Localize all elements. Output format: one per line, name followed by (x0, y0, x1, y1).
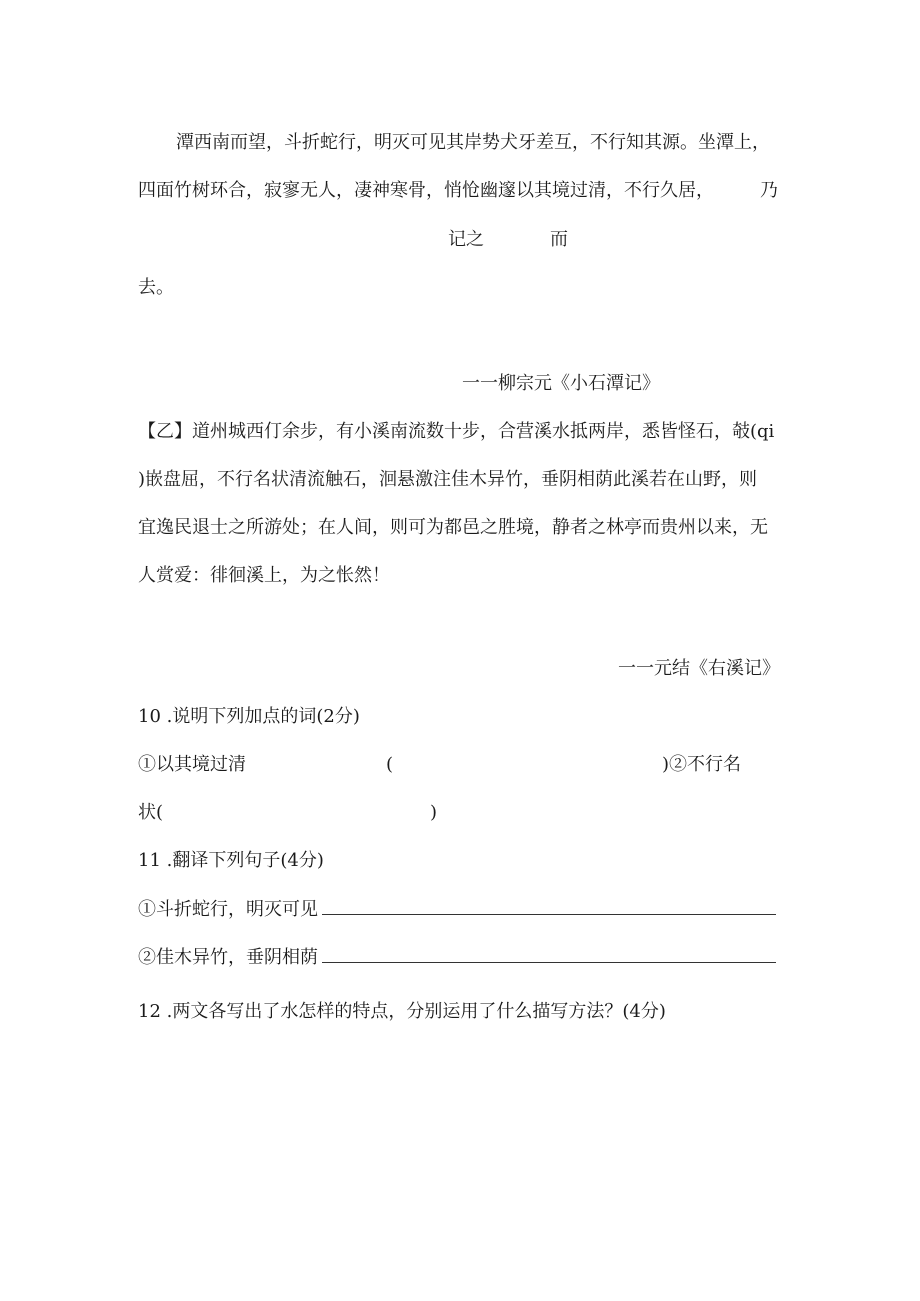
question-11: 11 .翻译下列句子(4分) (138, 850, 324, 871)
passage-yi-line-3: 宜逸民退士之所游处；在人间，则可为都邑之胜境，静者之林亭而贵州以来，无 (138, 517, 768, 538)
passage-jia-line-2-end: 乃 (760, 180, 778, 201)
passage-yi-attribution: 一一元结《右溪记》 (618, 658, 780, 679)
question-11-item-1 (138, 898, 318, 922)
passage-yi-line-4: 人赏爱：徘徊溪上，为之怅然！ (138, 565, 390, 586)
passage-jia-line-3a: 记之 (448, 229, 484, 250)
question-11-item-2-text: ②佳木异竹，垂阴相荫 (138, 947, 318, 968)
question-10-open-paren-1: ( (386, 754, 394, 775)
passage-jia-line-3b: 而 (550, 229, 568, 250)
passage-yi-line-2: )嵌盘屈，不行名状清流触石，洄悬激注佳木异竹，垂阴相荫此溪若在山野，则 (138, 469, 758, 490)
passage-jia-line-4: 去。 (138, 277, 174, 298)
question-10-close-paren-1: )②不行名 (662, 754, 742, 775)
question-11-item-1-text: ①斗折蛇行，明灭可见 (138, 899, 318, 920)
passage-jia-line-1: 潭西南而望，斗折蛇行，明灭可见其岸势犬牙差互，不行知其源。坐潭上， (176, 132, 770, 153)
question-11-answer-line-1[interactable] (322, 914, 776, 915)
question-11-answer-line-2[interactable] (322, 962, 776, 963)
passage-jia-line-2: 四面竹树环合，寂寥无人，凄神寒骨，悄怆幽邃以其境过清，不行久居， (138, 180, 714, 201)
question-11-item-2 (138, 946, 318, 970)
question-10: 10 .说明下列加点的词(2分) (138, 706, 360, 727)
passage-yi-line-1: 【乙】道州城西仃余步，有小溪南流数十步，合营溪水抵两岸，悉皆怪石，攲(qi (138, 421, 775, 442)
question-10-item-1: ①以其境过清 (138, 754, 246, 775)
question-12: 12 .两文各写出了水怎样的特点，分别运用了什么描写方法？(4分) (138, 1001, 666, 1022)
question-10-close-paren-2: ) (430, 802, 438, 823)
question-10-item-2: 状( (138, 802, 164, 823)
passage-jia-attribution: 一一柳宗元《小石潭记》 (462, 373, 660, 394)
